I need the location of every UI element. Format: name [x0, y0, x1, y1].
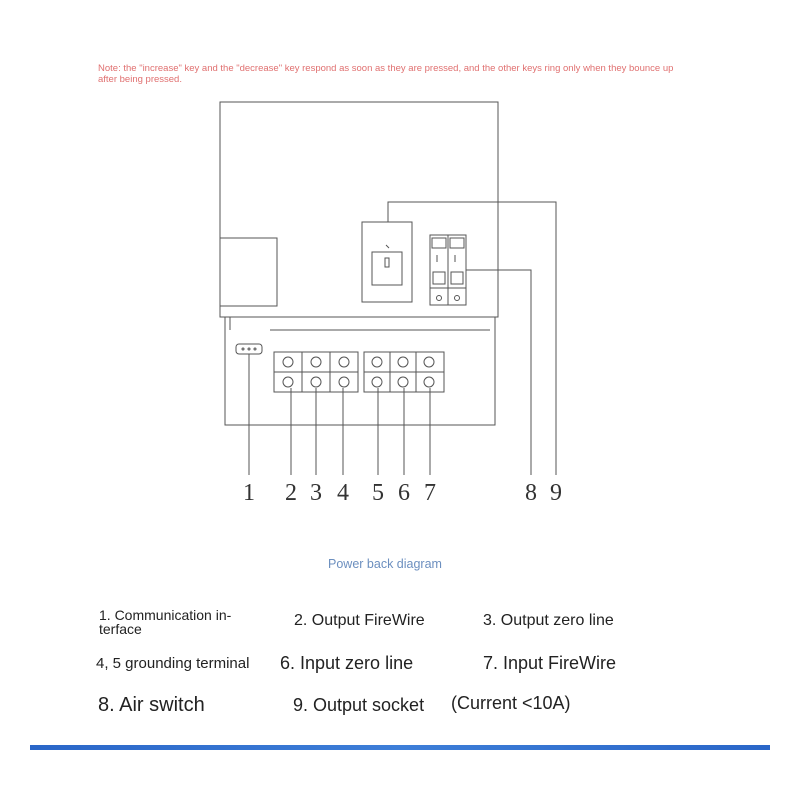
legend-item-2: 2. Output FireWire	[294, 612, 425, 629]
callout-7: 7	[424, 480, 436, 506]
side-box	[220, 238, 277, 306]
callout-1: 1	[243, 480, 255, 506]
legend-current-limit: (Current <10A)	[451, 693, 571, 713]
legend-item-7: 7. Input FireWire	[483, 653, 617, 673]
communication-port	[236, 344, 262, 354]
cabinet-lower-panel	[225, 317, 495, 425]
callout-4: 4	[337, 480, 349, 506]
callout-8: 8	[525, 480, 537, 506]
output-socket-face	[372, 252, 402, 285]
note-text: Note: the "increase" key and the "decrease" key respond as soon as they are pressed, and the other keys ring only when they bounce up after being pressed.	[98, 63, 674, 85]
diagram-caption: Power back diagram	[328, 557, 442, 571]
callout-3: 3	[310, 480, 322, 506]
legend-item-3: 3. Output zero line	[483, 612, 614, 629]
accent-bar	[30, 745, 770, 750]
output-socket-pin	[385, 258, 389, 267]
legend-item-4-5: 4, 5 grounding terminal	[96, 655, 250, 672]
cabinet-upper-panel	[220, 102, 498, 317]
legend-item-8: 8. Air switch	[98, 694, 205, 716]
legend-item-9: 9. Output socket	[293, 695, 425, 715]
callout-2: 2	[285, 480, 297, 506]
legend-item-6: 6. Input zero line	[280, 653, 414, 673]
callout-9: 9	[550, 480, 562, 506]
callout-6: 6	[398, 480, 410, 506]
legend-item-1: 1. Communication in- terface	[99, 607, 232, 637]
output-socket	[362, 222, 412, 302]
callout-5: 5	[372, 480, 384, 506]
